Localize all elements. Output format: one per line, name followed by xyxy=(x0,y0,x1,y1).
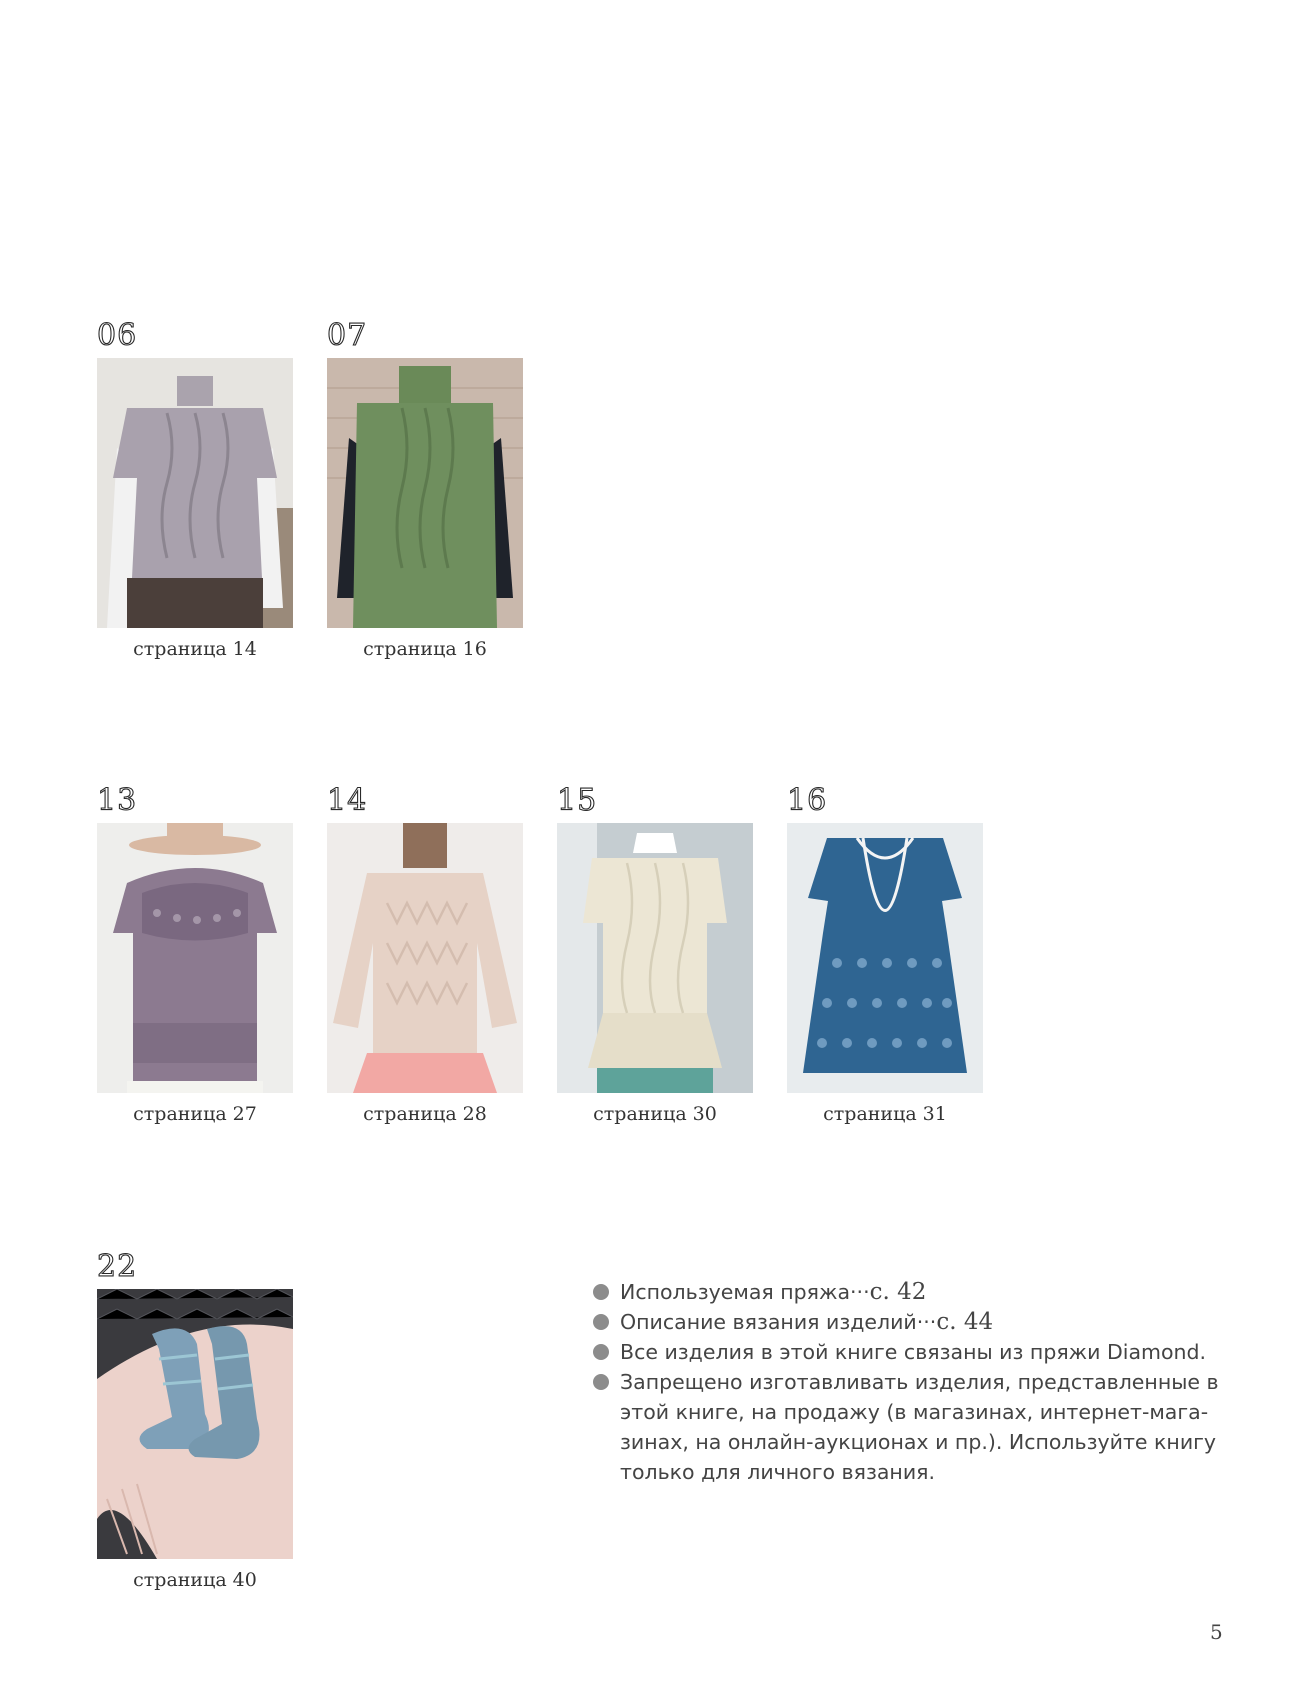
note-yarn: Используемая пряжа···с. 42 xyxy=(593,1277,1213,1307)
page-caption: страница 30 xyxy=(593,1103,717,1125)
item-number: 16 xyxy=(787,783,828,818)
item-number: 22 xyxy=(97,1249,138,1284)
note-copyright: Запрещено изготавливать изделия, представленные в этой книге, на продажу (в магазинах, интернет-мага-зинах, на онлайн-аукционах и пр.). Используйте книгу только для личного вязания. xyxy=(593,1367,1220,1487)
bullet-icon xyxy=(593,1314,609,1330)
note-diamond-yarn: Все изделия в этой книге связаны из пряжи Diamond. xyxy=(593,1337,1213,1367)
bullet-icon xyxy=(593,1374,609,1390)
item-number: 06 xyxy=(97,318,138,353)
knitted-socks-photo xyxy=(97,1289,293,1559)
page-number: 5 xyxy=(1210,1620,1223,1644)
lavender-cable-knit-vest-photo xyxy=(97,358,293,628)
page-caption: страница 31 xyxy=(823,1103,947,1125)
page-caption: страница 28 xyxy=(363,1103,487,1125)
pink-lace-pullover-photo xyxy=(327,823,523,1093)
page-caption: страница 16 xyxy=(363,638,487,660)
mauve-lace-yoke-top-photo xyxy=(97,823,293,1093)
note-instructions: Описание вязания изделий···с. 44 xyxy=(593,1307,1213,1337)
item-number: 14 xyxy=(327,783,368,818)
bullet-icon xyxy=(593,1284,609,1300)
page-caption: страница 27 xyxy=(133,1103,257,1125)
notes-list xyxy=(593,1277,1219,1487)
item-number: 15 xyxy=(557,783,598,818)
bullet-icon xyxy=(593,1344,609,1360)
item-number: 07 xyxy=(327,318,368,353)
page-caption: страница 14 xyxy=(133,638,257,660)
item-number: 13 xyxy=(97,783,138,818)
blue-crochet-tunic-photo xyxy=(787,823,983,1093)
page-caption: страница 40 xyxy=(133,1569,257,1591)
cream-cable-knit-top-photo xyxy=(557,823,753,1093)
green-cable-knit-tunic-vest-photo xyxy=(327,358,523,628)
